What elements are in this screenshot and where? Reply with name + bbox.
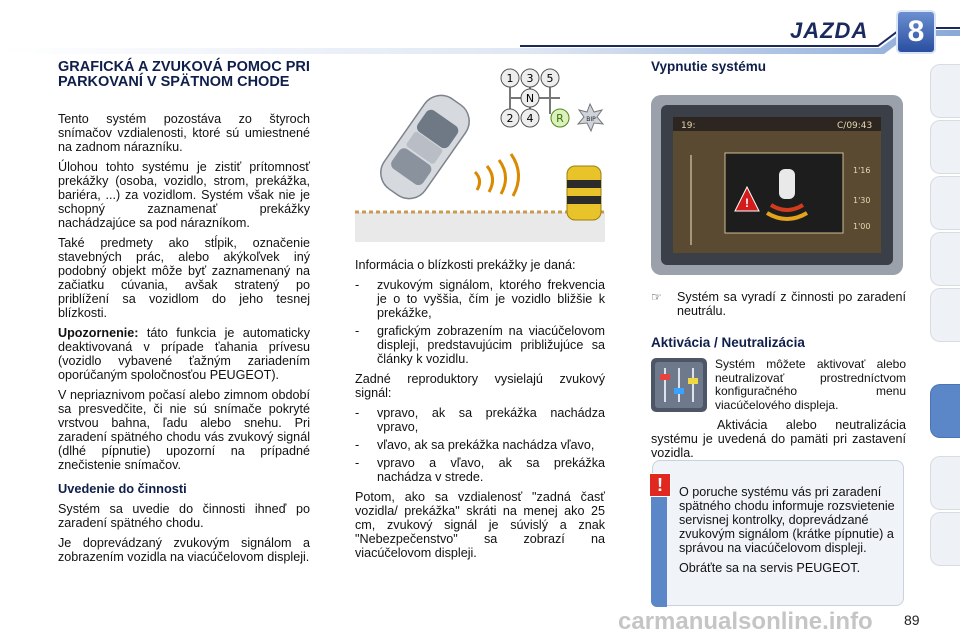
screen-left-text: 19: <box>681 121 696 131</box>
paragraph: Informácia o blízkosti prekážky je daná: <box>355 258 576 272</box>
list-item: - zvukovým signálom, ktorého frekvencia je o to vyššia, čím je vozidlo bližšie k prekážke, <box>355 278 605 320</box>
warning-box <box>652 460 904 606</box>
screen-value: 1'00 <box>853 222 871 231</box>
page-number: 89 <box>904 612 920 628</box>
paragraph: V nepriaznivom počasí alebo zimnom období sa presvedčite, či nie sú snímače pokryté vrstvou bahna, ľadu alebo snehu. Pri zaradení spätného chodu vás zvukový signál (dlhé pípnutie) upozorní na prípadné znečistenie snímačov. <box>58 388 310 472</box>
chapter-tab[interactable] <box>930 232 960 286</box>
multifunction-display-photo <box>651 95 903 275</box>
list-item: - vpravo a vľavo, ak sa prekážka nachádza v strede. <box>355 456 605 484</box>
note-label: Upozornenie: <box>58 326 139 340</box>
paragraph: Potom, ako sa vzdialenosť "zadná časť vozidla/ prekážka" skráti na menej ako 25 cm, zvukový signál je súvislý a znak "Nebezpečenstvo" sa zobrazí na viacúčelovom displeji. <box>355 490 605 560</box>
gear-label: 1 <box>506 72 514 85</box>
chapter-number-badge: 8 <box>896 10 936 54</box>
beep-label: BIP <box>586 116 596 123</box>
bullet-item <box>651 290 906 318</box>
gear-label-reverse: R <box>556 112 564 125</box>
chapter-tab[interactable] <box>930 288 960 342</box>
paragraph: Tento systém pozostáva zo štyroch snímačov vzdialenosti, ktoré sú umiestnené na zadnom nárazníku. <box>58 112 310 154</box>
svg-text:!: ! <box>745 196 749 210</box>
column-middle <box>355 258 605 566</box>
section-title: GRAFICKÁ A ZVUKOVÁ POMOC PRI PARKOVANÍ V SPÄTNOM CHODE <box>58 59 310 90</box>
activation-block <box>651 358 906 418</box>
gear-label: N <box>525 92 535 105</box>
chapter-tab[interactable] <box>930 176 960 230</box>
paragraph-warning-note <box>58 326 310 382</box>
list-item: - vľavo, ak sa prekážka nachádza vľavo, <box>355 438 605 452</box>
gear-label: 5 <box>546 72 554 85</box>
list-item: - grafickým zobrazením na viacúčelovom displeji, predstavujúcim približujúce sa články k vozidlu. <box>355 324 605 366</box>
paragraph: Zadné reproduktory vysielajú zvukový signál: <box>355 372 605 400</box>
paragraph: O poruche systému vás pri zaradení spätného chodu informuje rozsvietenie servisnej kontrolky, doprevádzané zvukovým signálom (krátke pípnutie) a správou na viacúčelovom displeji. <box>679 485 895 555</box>
column-right-lower <box>651 282 906 466</box>
screen-right-text: C/09:43 <box>837 121 873 131</box>
bullet-text: Systém sa vyradí z činnosti po zaradení neutrálu. <box>677 290 906 318</box>
paragraph: Systém sa uvedie do činnosti ihneď po zaradení spätného chodu. <box>58 502 310 530</box>
gear-label: 2 <box>506 112 514 125</box>
subsection-title: Uvedenie do činnosti <box>58 481 187 496</box>
page-header <box>0 0 960 58</box>
column-left <box>58 60 310 570</box>
pointing-hand-icon: ☞ <box>651 290 662 304</box>
warning-accent-bar <box>651 483 667 607</box>
chapter-tab[interactable] <box>930 512 960 566</box>
paragraph: Je doprevádzaný zvukovým signálom a zobrazením vozidla na viacúčelovom displeji. <box>58 536 310 564</box>
screen-value: 1'16 <box>853 166 871 175</box>
subsection-title: Aktivácia / Neutralizácia <box>651 335 805 350</box>
chapter-tab-strip <box>926 64 960 584</box>
chapter-tab[interactable] <box>930 120 960 174</box>
paragraph: Aktivácia alebo neutralizácia systému je uvedená do pamäti pri zastavení vozidla. <box>651 418 906 460</box>
warning-text <box>679 485 899 581</box>
gear-label: 3 <box>526 72 534 85</box>
info-list <box>355 278 605 366</box>
column-right <box>651 60 906 82</box>
chapter-tab[interactable] <box>930 64 960 118</box>
gear-label: 4 <box>526 112 534 125</box>
note-text: táto funkcia je automaticky deaktivovaná v prípade ťahania prívesu (vozidlo vybavené ťažným zariadením oporúčaným spoločnosťou PEUGEOT). <box>58 326 310 382</box>
speaker-list <box>355 406 605 484</box>
screen-value: 1'30 <box>853 196 871 205</box>
chapter-title: JAZDA <box>790 18 869 43</box>
exclamation-icon: ! <box>649 473 671 497</box>
config-menu-icon <box>651 358 707 412</box>
chapter-tab[interactable] <box>930 456 960 510</box>
subsection-title: Vypnutie systému <box>651 59 767 74</box>
watermark: carmanualsonline.info <box>618 608 873 635</box>
chapter-tab-active[interactable] <box>930 384 960 438</box>
paragraph: Systém môžete aktivovať alebo neutralizovať prostredníctvom konfiguračného menu viacúčelového displeja. <box>715 357 906 412</box>
paragraph: Také predmety ako stĺpik, označenie stavebných prác, alebo akýkoľvek iný podobný objekt môže byť zaznamenaný na začiatku cúvania, avšak stratený po priblížení sa vozidlom do jeho tesnej blízkosti. <box>58 236 310 320</box>
paragraph: Úlohou tohto systému je zistiť prítomnosť prekážky (osoba, vozidlo, strom, prekážka, bariéra, ...) za vozidlom. Systém však nie je schopný zaznamenať prekážky nachádzajúce sa pod nárazníkom. <box>58 160 310 230</box>
obstacle-bollard <box>567 166 601 220</box>
list-item: - vpravo, ak sa prekážka nachádza vpravo, <box>355 406 605 434</box>
parking-illustration <box>355 62 605 242</box>
paragraph: Obráťte sa na servis PEUGEOT. <box>679 561 861 575</box>
